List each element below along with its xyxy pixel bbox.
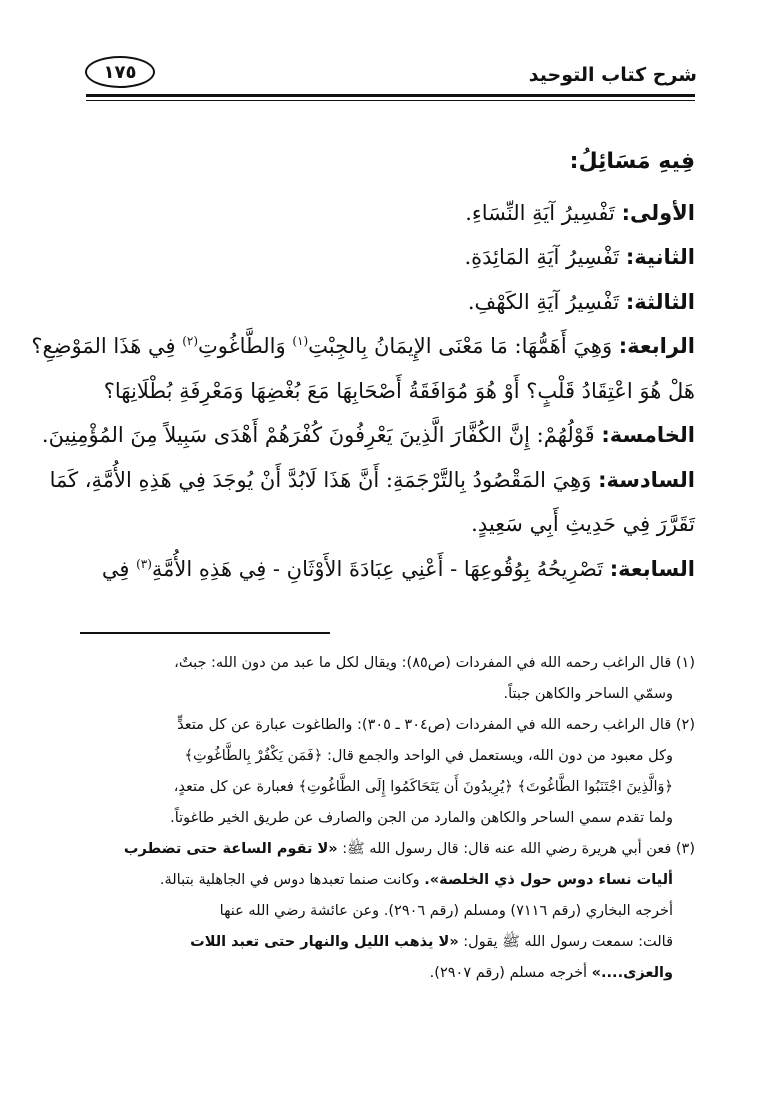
footnote-1 [76,648,695,710]
issue-text: وَالطَّاغُوتِ [198,334,286,358]
footnote-text: قالت: سمعت رسول الله ﷺ يقول: [463,934,673,950]
issue-text: فِي هَذَا المَوْضِعِ؟ [31,334,176,358]
issue-6 [49,458,695,503]
hadith-quote: أليات نساء دوس حول ذي الخلصة». [424,872,673,888]
header-rule-thick [86,94,695,97]
footnote-line [76,772,695,803]
footnote-3 [76,834,695,989]
section-heading: فِيهِ مَسَائِلُ: [569,149,695,174]
issue-3 [80,280,695,325]
footnote-line: ولما تقدم سمي الساحر والكاهن والمارد من الجن والصارف عن طريق الخير طاغوتاً. [170,810,673,826]
footnote-line: (١) قال الراغب رحمه الله في المفردات (ص٨٥): ويقال لكل ما عبد من دون الله: جبتٌ، [174,655,695,671]
footnote-text: وكل معبود من دون الله، ويستعمل في الواحد والجمع قال: [326,748,673,764]
issue-5 [41,413,695,458]
issue-6-continued: تَقَرَّرَ فِي حَدِيثِ أَبِي سَعِيدٍ. [471,512,695,536]
footnote-text: (٣) فعن أبي هريرة رضي الله عنه قال: قال رسول الله ﷺ: [342,841,695,857]
page-header [0,48,757,98]
issue-4-continued: هَلْ هُوَ اعْتِقَادُ قَلْبٍ؟ أَوْ هُوَ مُوَافَقَةُ أَصْحَابِهَا مَعَ بُغْضِهَا وَمَعْرِفَةِ بُطْلَانِهَا؟ [103,378,695,403]
footnote-ref-2: (٢) [182,334,199,348]
hadith-quote: «لا تقوم الساعة حتى تضطرب [123,841,338,857]
footnote-2 [76,710,695,834]
issue-text: تَفْسِيرُ آيَةِ النِّسَاءِ. [465,200,615,225]
issue-text: وَهِيَ أَهَمُّهَا: مَا مَعْنَى الإِيمَانُ بِالجِبْتِ [308,334,613,358]
issue-text: وَهِيَ المَقْصُودُ بِالتَّرْجَمَةِ: أَنَّ هَذَا لَابُدَّ أَنْ يُوجَدَ فِي هَذِهِ الأُمَّةِ، كَمَا [49,467,592,492]
quran-quote: ﴿وَالَّذِينَ اجْتَنَبُوا الطَّاغُوتَ﴾ [517,779,673,795]
main-text [31,140,695,591]
issue-label: الرابعة: [618,334,695,358]
issue-label: الخامسة: [601,423,695,447]
issue-4 [31,324,695,369]
footnote-separator [80,632,330,634]
footnote-line: أخرجه البخاري (رقم ٧١١٦) ومسلم (رقم ٢٩٠٦). وعن عائشة رضي الله عنها [219,903,673,919]
issue-label: الأولى: [621,200,695,225]
issue-label: السابعة: [609,556,695,581]
page-number: ١٧٥ [85,56,155,88]
issue-text: فِي [101,556,130,581]
footnote-ref-1: (١) [292,334,309,348]
issue-text: تَفْسِيرُ آيَةِ الكَهْفِ. [467,289,620,314]
footnote-text: أخرجه مسلم (رقم ٢٩٠٧). [429,965,588,981]
issue-text: تَصْرِيحُهُ بِوُقُوعِهَا - أَعْنِي عِبَادَةَ الأَوْثَانِ - فِي هَذِهِ الأُمَّةِ [151,556,604,581]
issue-text: تَفْسِيرُ آيَةِ المَائِدَةِ. [464,245,620,269]
book-title: شرح كتاب التوحيد [528,64,697,86]
footnote-line [76,927,695,958]
hadith-quote: «لا يذهب الليل والنهار حتى تعبد اللات [190,934,459,950]
issue-1 [80,191,695,236]
footnote-line: وسمّي الساحر والكاهن جبتاً. [503,686,673,702]
issue-label: الثالثة: [625,289,695,314]
footnote-text: وكانت صنما تعبدها دوس في الجاهلية بتبالة. [159,872,420,888]
header-rule-thin [86,100,695,101]
issue-7 [80,547,695,592]
quran-quote: ﴿يُرِيدُونَ أَن يَتَحَاكَمُوا إِلَى الطَّاغُوتِ﴾ [298,779,513,795]
footnote-line [76,958,695,989]
footnote-line [76,741,695,772]
footnote-line: (٢) قال الراغب رحمه الله في المفردات (ص٣٠٤ ـ ٣٠٥): والطاغوت عبارة عن كل متعدٍّ [177,717,695,733]
footnote-line [76,834,695,865]
footnote-line [76,865,695,896]
footnotes [76,648,695,989]
footnote-ref-3: (٣) [136,556,152,571]
quran-quote: ﴿فَمَن يَكْفُرْ بِالطَّاغُوتِ﴾ [184,748,323,764]
issue-label: الثانية: [625,245,695,269]
issue-2 [80,235,695,280]
hadith-quote: والعزى....» [591,965,673,981]
issue-text: قَوْلُهُمْ: إِنَّ الكُفَّارَ الَّذِينَ يَعْرِفُونَ كُفْرَهُمْ أَهْدَى سَبِيلاً مِنَ المُؤْمِنِينَ. [41,423,595,447]
footnote-text: فعبارة عن كل متعدٍ، [173,779,294,795]
issue-label: السادسة: [598,467,695,492]
